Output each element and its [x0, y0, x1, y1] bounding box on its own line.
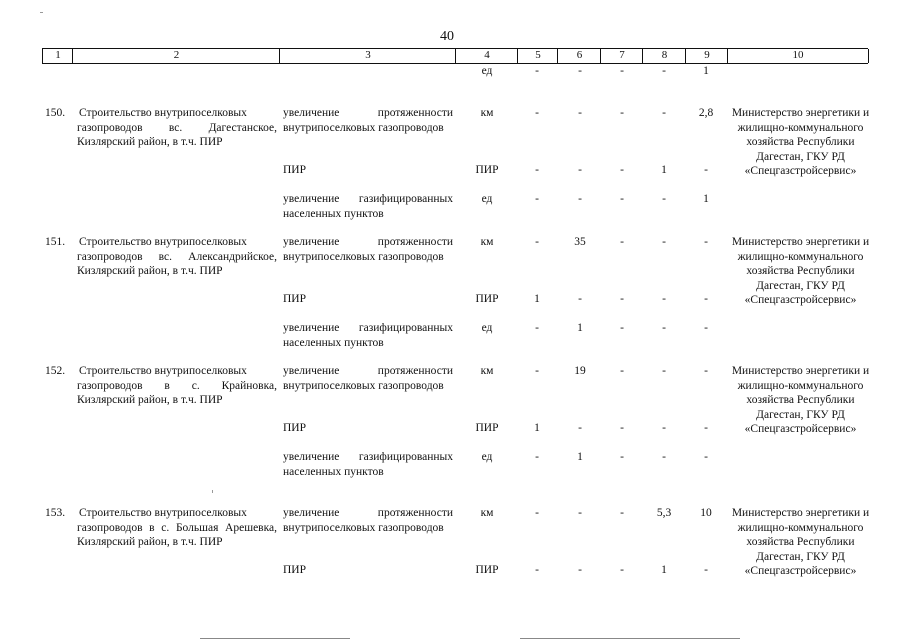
- value-col-8: 5,3: [656, 507, 672, 519]
- value-col-7: -: [620, 507, 624, 519]
- indicator-unit: ед: [481, 65, 493, 77]
- value-col-7: -: [620, 564, 624, 576]
- value-col-6: -: [578, 507, 582, 519]
- value-col-6: -: [578, 107, 582, 119]
- scan-edge-line: [200, 638, 350, 639]
- indicator-name: увеличение протяженности внутрипоселковых газопроводов: [283, 507, 453, 534]
- indicator-unit: ПИР: [475, 564, 499, 576]
- value-col-6: 35: [574, 236, 586, 248]
- indicator-name: ПИР: [283, 293, 307, 305]
- value-col-7: -: [620, 322, 624, 334]
- value-col-6: -: [578, 293, 582, 305]
- value-col-7: -: [620, 293, 624, 305]
- value-col-6: -: [578, 164, 582, 176]
- item-name-rest: газопроводов в с. Большая Арешевка, Кизлярский район, в т.ч. ПИР: [77, 521, 277, 548]
- item-name-rest: газопроводов вс. Дагестанское, Кизлярский район, в т.ч. ПИР: [77, 121, 277, 148]
- indicator-name: увеличение газифицированных населенных пунктов: [283, 451, 453, 478]
- item-name: [45, 506, 277, 550]
- value-col-5: -: [535, 451, 539, 463]
- value-col-9: -: [704, 293, 708, 305]
- value-col-9: -: [704, 164, 708, 176]
- indicator-name: ПИР: [283, 564, 307, 576]
- value-col-6: -: [578, 564, 582, 576]
- column-header-7: 7: [600, 49, 643, 63]
- value-col-8: 1: [661, 564, 667, 576]
- item-number: 150.: [45, 107, 66, 119]
- value-col-9: -: [704, 422, 708, 434]
- value-col-9: -: [704, 365, 708, 377]
- value-col-7: -: [620, 451, 624, 463]
- value-col-5: -: [535, 564, 539, 576]
- item-number: 152.: [45, 365, 66, 377]
- indicator-unit: ед: [481, 451, 493, 463]
- value-col-7: -: [620, 65, 624, 77]
- value-col-5: -: [535, 236, 539, 248]
- indicator-name: ПИР: [283, 164, 307, 176]
- column-header-9: 9: [685, 49, 728, 63]
- indicator-unit: ед: [481, 193, 493, 205]
- scan-speck: [40, 12, 43, 13]
- column-header-row: [42, 48, 868, 64]
- indicator-unit: ПИР: [475, 164, 499, 176]
- value-col-6: 1: [577, 451, 583, 463]
- value-col-7: -: [620, 236, 624, 248]
- column-header-2: 2: [72, 49, 280, 63]
- value-col-8: 1: [661, 164, 667, 176]
- item-name: [45, 106, 277, 150]
- value-col-8: -: [662, 451, 666, 463]
- value-col-9: 1: [703, 65, 709, 77]
- value-col-8: -: [662, 236, 666, 248]
- value-col-9: -: [704, 564, 708, 576]
- value-col-5: -: [535, 193, 539, 205]
- item-number: 153.: [45, 507, 66, 519]
- value-col-6: -: [578, 422, 582, 434]
- page-number: 40: [440, 29, 454, 44]
- item-name-rest: газопроводов вс. Александрийское, Кизлярский район, в т.ч. ПИР: [77, 250, 277, 277]
- value-col-5: 1: [534, 293, 540, 305]
- column-header-8: 8: [642, 49, 686, 63]
- item-name-rest: газопроводов в с. Крайновка, Кизлярский район, в т.ч. ПИР: [77, 379, 277, 406]
- item-name-first: Строительство внутрипоселковых: [79, 236, 247, 248]
- column-header-1: 1: [42, 49, 73, 63]
- indicator-unit: ПИР: [475, 422, 499, 434]
- column-header-5: 5: [517, 49, 558, 63]
- executor: Министерство энергетики и жилищно-коммунального хозяйства Республики Дагестан, ГКУ РД «Спецгазстройсервис»: [731, 236, 870, 306]
- value-col-7: -: [620, 422, 624, 434]
- value-col-8: -: [662, 365, 666, 377]
- indicator-unit: км: [480, 365, 494, 377]
- item-name-first: Строительство внутрипоселковых: [79, 365, 247, 377]
- value-col-5: -: [535, 65, 539, 77]
- value-col-5: -: [535, 164, 539, 176]
- value-col-5: -: [535, 107, 539, 119]
- item-number: 151.: [45, 236, 66, 248]
- value-col-6: 19: [574, 365, 586, 377]
- indicator-name: увеличение протяженности внутрипоселковых газопроводов: [283, 107, 453, 134]
- value-col-9: 2,8: [698, 107, 714, 119]
- indicator-name: увеличение газифицированных населенных пунктов: [283, 193, 453, 220]
- item-name-first: Строительство внутрипоселковых: [79, 507, 247, 519]
- value-col-5: 1: [534, 422, 540, 434]
- value-col-8: -: [662, 107, 666, 119]
- value-col-6: -: [578, 65, 582, 77]
- value-col-6: -: [578, 193, 582, 205]
- indicator-name: ПИР: [283, 422, 307, 434]
- scan-speck: [212, 490, 213, 493]
- value-col-7: -: [620, 107, 624, 119]
- value-col-5: -: [535, 365, 539, 377]
- indicator-unit: ед: [481, 322, 493, 334]
- value-col-5: -: [535, 322, 539, 334]
- value-col-8: -: [662, 293, 666, 305]
- value-col-8: -: [662, 193, 666, 205]
- indicator-unit: ПИР: [475, 293, 499, 305]
- indicator-unit: км: [480, 107, 494, 119]
- value-col-9: -: [704, 322, 708, 334]
- value-col-9: 1: [703, 193, 709, 205]
- value-col-9: -: [704, 451, 708, 463]
- value-col-9: -: [704, 236, 708, 248]
- executor: Министерство энергетики и жилищно-коммунального хозяйства Республики Дагестан, ГКУ РД «Спецгазстройсервис»: [731, 507, 870, 577]
- value-col-6: 1: [577, 322, 583, 334]
- column-header-4: 4: [455, 49, 518, 63]
- scan-edge-line: [520, 638, 740, 639]
- value-col-8: -: [662, 65, 666, 77]
- executor: Министерство энергетики и жилищно-коммунального хозяйства Республики Дагестан, ГКУ РД «Спецгазстройсервис»: [731, 107, 870, 177]
- indicator-name: увеличение протяженности внутрипоселковых газопроводов: [283, 236, 453, 263]
- value-col-7: -: [620, 365, 624, 377]
- executor: Министерство энергетики и жилищно-коммунального хозяйства Республики Дагестан, ГКУ РД «Спецгазстройсервис»: [731, 365, 870, 435]
- indicator-name: увеличение газифицированных населенных пунктов: [283, 322, 453, 349]
- column-header-3: 3: [279, 49, 456, 63]
- indicator-name: увеличение протяженности внутрипоселковых газопроводов: [283, 365, 453, 392]
- value-col-7: -: [620, 193, 624, 205]
- value-col-7: -: [620, 164, 624, 176]
- indicator-unit: км: [480, 236, 494, 248]
- column-header-6: 6: [557, 49, 601, 63]
- value-col-9: 10: [700, 507, 712, 519]
- item-name-first: Строительство внутрипоселковых: [79, 107, 247, 119]
- item-name: [45, 364, 277, 408]
- value-col-8: -: [662, 422, 666, 434]
- value-col-5: -: [535, 507, 539, 519]
- value-col-8: -: [662, 322, 666, 334]
- column-header-10: 10: [727, 49, 869, 63]
- item-name: [45, 235, 277, 279]
- indicator-unit: км: [480, 507, 494, 519]
